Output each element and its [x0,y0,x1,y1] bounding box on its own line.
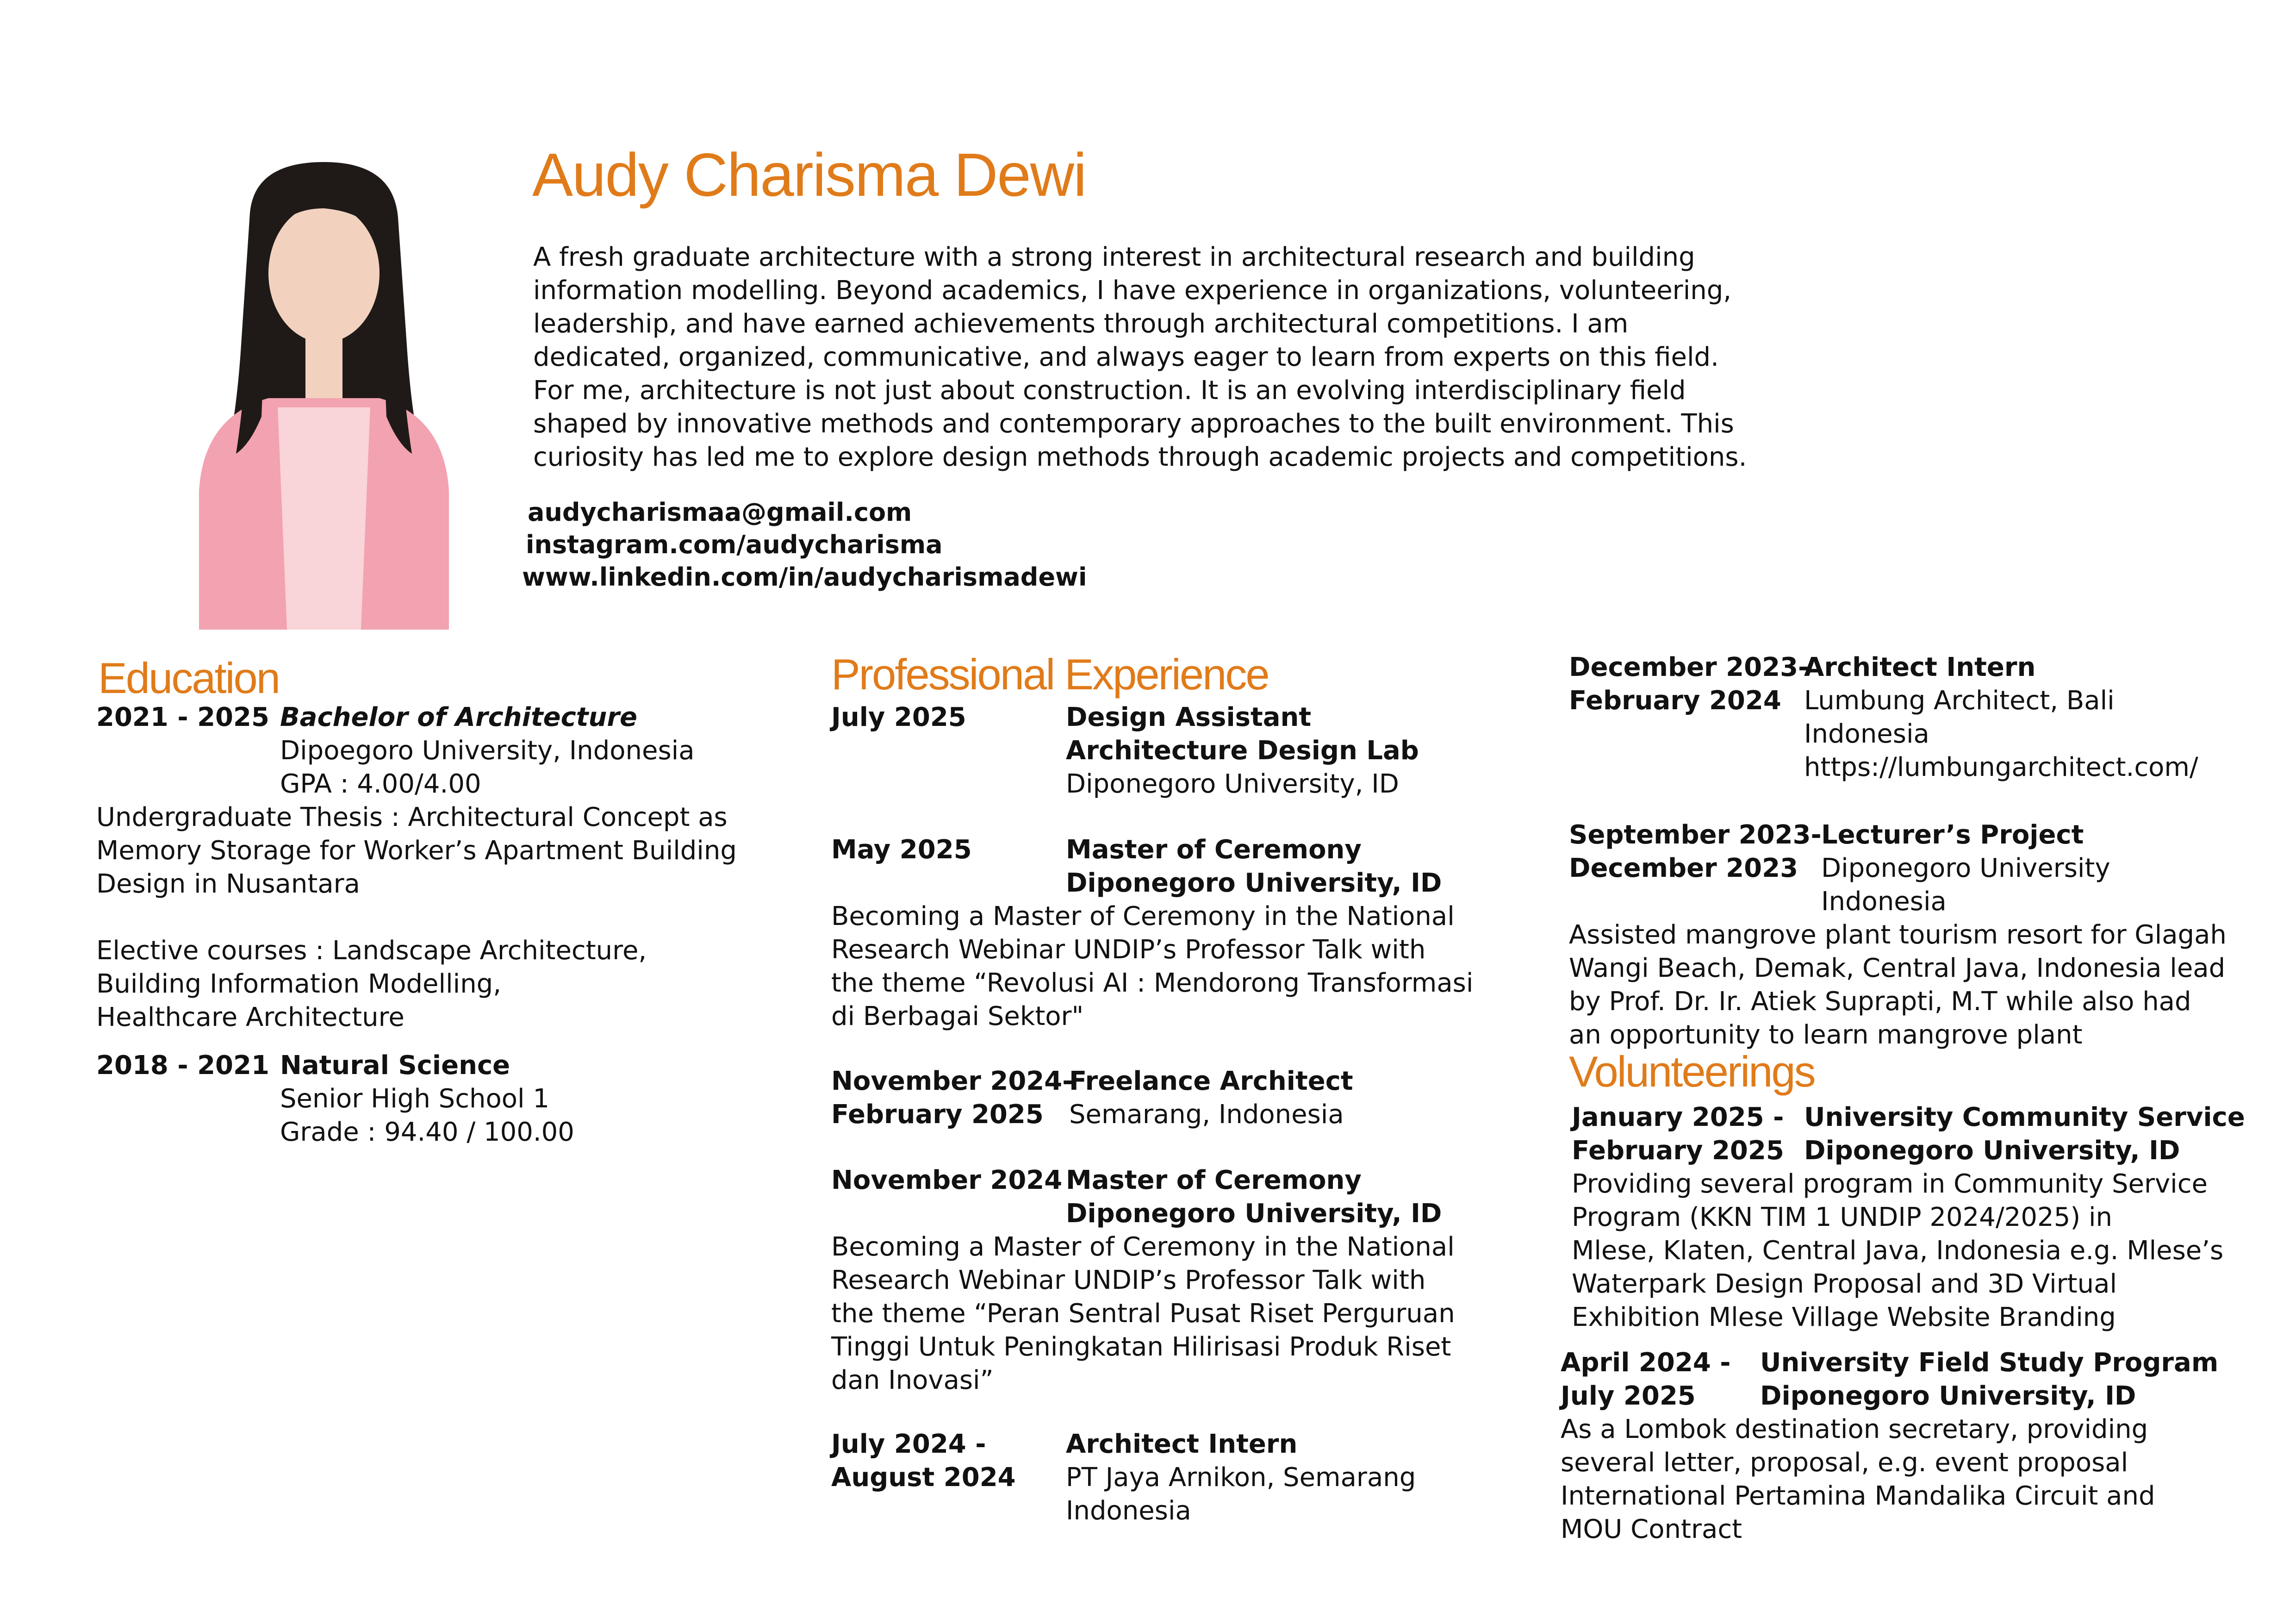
volunteer-description [1572,1168,2223,1334]
experience-role: Lecturer’s Project [1821,820,2084,850]
inner-top [278,407,370,630]
experience-dates: February 2024 [1569,686,1781,716]
summary-line: information modelling. Beyond academics, I have experience in organizations, volunteering, [533,275,1732,306]
volunteer-dates-block [1572,1101,1784,1168]
experience-role: Design Assistant [1066,702,1312,732]
education-note: Building Information Modelling, [96,969,502,999]
experience-desc-line: Becoming a Master of Ceremony in the National [831,901,1455,931]
volunteer-dates: February 2025 [1572,1136,1784,1166]
experience-dates-block [1569,651,1809,718]
volunteer-entry [1760,1346,2218,1413]
education-entry-detail [280,1049,574,1149]
experience-org: Diponegoro University, ID [1066,868,1442,898]
experience-desc-line: Assisted mangrove plant tourism resort for Glagah [1569,920,2227,950]
experience-dates: May 2025 [831,835,972,865]
experience-dates-block [831,1428,1016,1494]
experience-desc-line: the theme “Peran Sentral Pusat Riset Perguruan [831,1299,1455,1329]
education-note: Elective courses : Landscape Architecture, [96,936,647,966]
volunteer-dates: January 2025 - [1572,1102,1784,1132]
experience-heading: Professional Experience [831,650,1269,699]
experience-role: Architect Intern [1066,1429,1298,1459]
experience-description [1569,918,2227,1052]
experience-entry [1066,1164,1442,1230]
experience-location: Lumbung Architect, Bali [1804,686,2115,716]
education-line: GPA : 4.00/4.00 [280,769,481,799]
volunteer-role: University Field Study Program [1760,1348,2219,1378]
experience-desc-line: Wangi Beach, Demak, Central Java, Indonesia lead [1569,953,2226,983]
experience-desc-line: an opportunity to learn mangrove plant [1569,1020,2083,1050]
volunteer-desc-line: Program (KKN TIM 1 UNDIP 2024/2025) in [1572,1202,2113,1232]
instagram-link[interactable]: instagram.com/audycharisma [526,530,943,559]
volunteer-desc-line: Waterpark Design Proposal and 3D Virtual [1572,1269,2117,1299]
volunteer-desc-line: Providing several program in Community Service [1572,1169,2208,1199]
education-degree: Bachelor of Architecture [280,702,638,732]
experience-entry [1804,651,2198,784]
experience-location: Indonesia [1821,887,1947,917]
linkedin-link[interactable]: www.linkedin.com/in/audycharismadewi [522,562,1087,592]
experience-entry [1066,701,1419,801]
volunteer-entry [1804,1101,2245,1168]
education-entry-detail [280,701,695,801]
face [268,204,380,343]
experience-org: Architecture Design Lab [1066,736,1419,766]
experience-desc-line: by Prof. Dr. Ir. Atiek Suprapti, M.T while also had [1569,987,2191,1017]
experience-entry [1066,833,1442,900]
experience-location: Diponegoro University, ID [1066,769,1399,799]
education-note: Memory Storage for Worker’s Apartment Building [96,836,737,866]
experience-dates: November 2024 [831,1165,1063,1195]
experience-location: Diponegoro University [1821,853,2110,883]
experience-dates: December 2023- [1569,652,1809,682]
experience-dates: July 2025 [831,702,966,732]
volunteer-desc-line: Exhibition Mlese Village Website Branding [1572,1302,2116,1332]
volunteer-desc-line: several letter, proposal, e.g. event proposal [1561,1448,2128,1478]
experience-desc-line: Becoming a Master of Ceremony in the National [831,1232,1455,1262]
volunteer-dates: April 2024 - [1561,1348,1731,1378]
education-note: Design in Nusantara [96,869,360,899]
volunteer-description [1561,1413,2155,1546]
education-dates: 2021 - 2025 [96,702,269,732]
experience-dates: September 2023- [1569,820,1822,850]
education-line: Grade : 94.40 / 100.00 [280,1117,574,1147]
volunteer-dates-block [1561,1346,1731,1413]
experience-location: Indonesia [1804,719,1929,749]
person-name: Audy Charisma Dewi [532,141,1086,209]
experience-entry [1821,818,2110,918]
experience-dates: November 2024- [831,1066,1073,1096]
education-line: Dipoegoro University, Indonesia [280,736,695,766]
experience-desc-line: the theme “Revolusi AI : Mendorong Transformasi [831,968,1474,998]
experience-role: Master of Ceremony [1066,835,1362,865]
experience-entry [1069,1065,1353,1131]
volunteer-role: University Community Service [1804,1102,2245,1132]
experience-location: Indonesia [1066,1496,1191,1526]
experience-dates-block [831,1065,1073,1131]
education-note-spacer [96,901,737,934]
summary-line: A fresh graduate architecture with a strong interest in architectural research and building [533,242,1695,272]
experience-description [831,900,1473,1033]
experience-role: Architect Intern [1804,652,2036,682]
experience-entry [1066,1428,1416,1528]
company-website-link[interactable]: https://lumbungarchitect.com/ [1804,752,2198,782]
profile-photo [180,157,467,630]
education-entry [96,701,269,734]
experience-dates: February 2025 [831,1099,1044,1130]
experience-dates: July 2024 - [831,1429,986,1459]
volunteer-desc-line: International Pertamina Mandalika Circuit and [1561,1481,2155,1511]
volunteer-org: Diponegoro University, ID [1804,1136,2180,1166]
volunteer-desc-line: Mlese, Klaten, Central Java, Indonesia e.g. Mlese’s [1572,1236,2224,1266]
experience-dates-block [1569,818,1822,885]
education-notes [96,801,737,1034]
education-degree: Natural Science [280,1050,510,1081]
volunteering-heading: Volunteerings [1569,1047,1815,1096]
experience-desc-line: Research Webinar UNDIP’s Professor Talk with [831,935,1426,965]
experience-desc-line: Research Webinar UNDIP’s Professor Talk with [831,1265,1426,1295]
neck [305,333,342,398]
summary-line: shaped by innovative methods and contemporary approaches to the built environment. This [533,409,1734,439]
summary-line: For me, architecture is not just about construction. It is an evolving interdisciplinary field [533,375,1686,406]
education-note: Undergraduate Thesis : Architectural Concept as [96,802,728,832]
experience-dates: August 2024 [831,1462,1016,1493]
education-entry [96,1049,269,1082]
experience-location: Semarang, Indonesia [1069,1099,1344,1130]
volunteer-desc-line: MOU Contract [1561,1514,1742,1544]
volunteer-dates: July 2025 [1561,1381,1696,1411]
summary-line: leadership, and have earned achievements through architectural competitions. I am [533,309,1629,339]
experience-desc-line: dan Inovasi” [831,1365,994,1395]
volunteer-org: Diponegoro University, ID [1760,1381,2136,1411]
experience-location: PT Jaya Arnikon, Semarang [1066,1462,1416,1493]
experience-role: Freelance Architect [1069,1066,1353,1096]
volunteer-desc-line: As a Lombok destination secretary, providing [1561,1414,2148,1444]
experience-dates: December 2023 [1569,853,1798,883]
experience-desc-line: Tinggi Untuk Peningkatan Hilirisasi Produk Riset [831,1332,1451,1362]
experience-role: Master of Ceremony [1066,1165,1362,1195]
summary-line: dedicated, organized, communicative, and always eager to learn from experts on this field. [533,342,1719,372]
education-note: Healthcare Architecture [96,1002,404,1032]
email-link[interactable]: audycharismaa@gmail.com [528,498,912,527]
summary-line: curiosity has led me to explore design methods through academic projects and competitions. [533,442,1747,472]
experience-desc-line: di Berbagai Sektor" [831,1001,1084,1031]
education-dates: 2018 - 2021 [96,1050,269,1081]
education-line: Senior High School 1 [280,1084,549,1114]
experience-org: Diponegoro University, ID [1066,1199,1442,1229]
experience-description [831,1230,1455,1397]
education-heading: Education [98,654,280,702]
profile-summary [533,241,1747,474]
contact-list [522,496,1087,593]
